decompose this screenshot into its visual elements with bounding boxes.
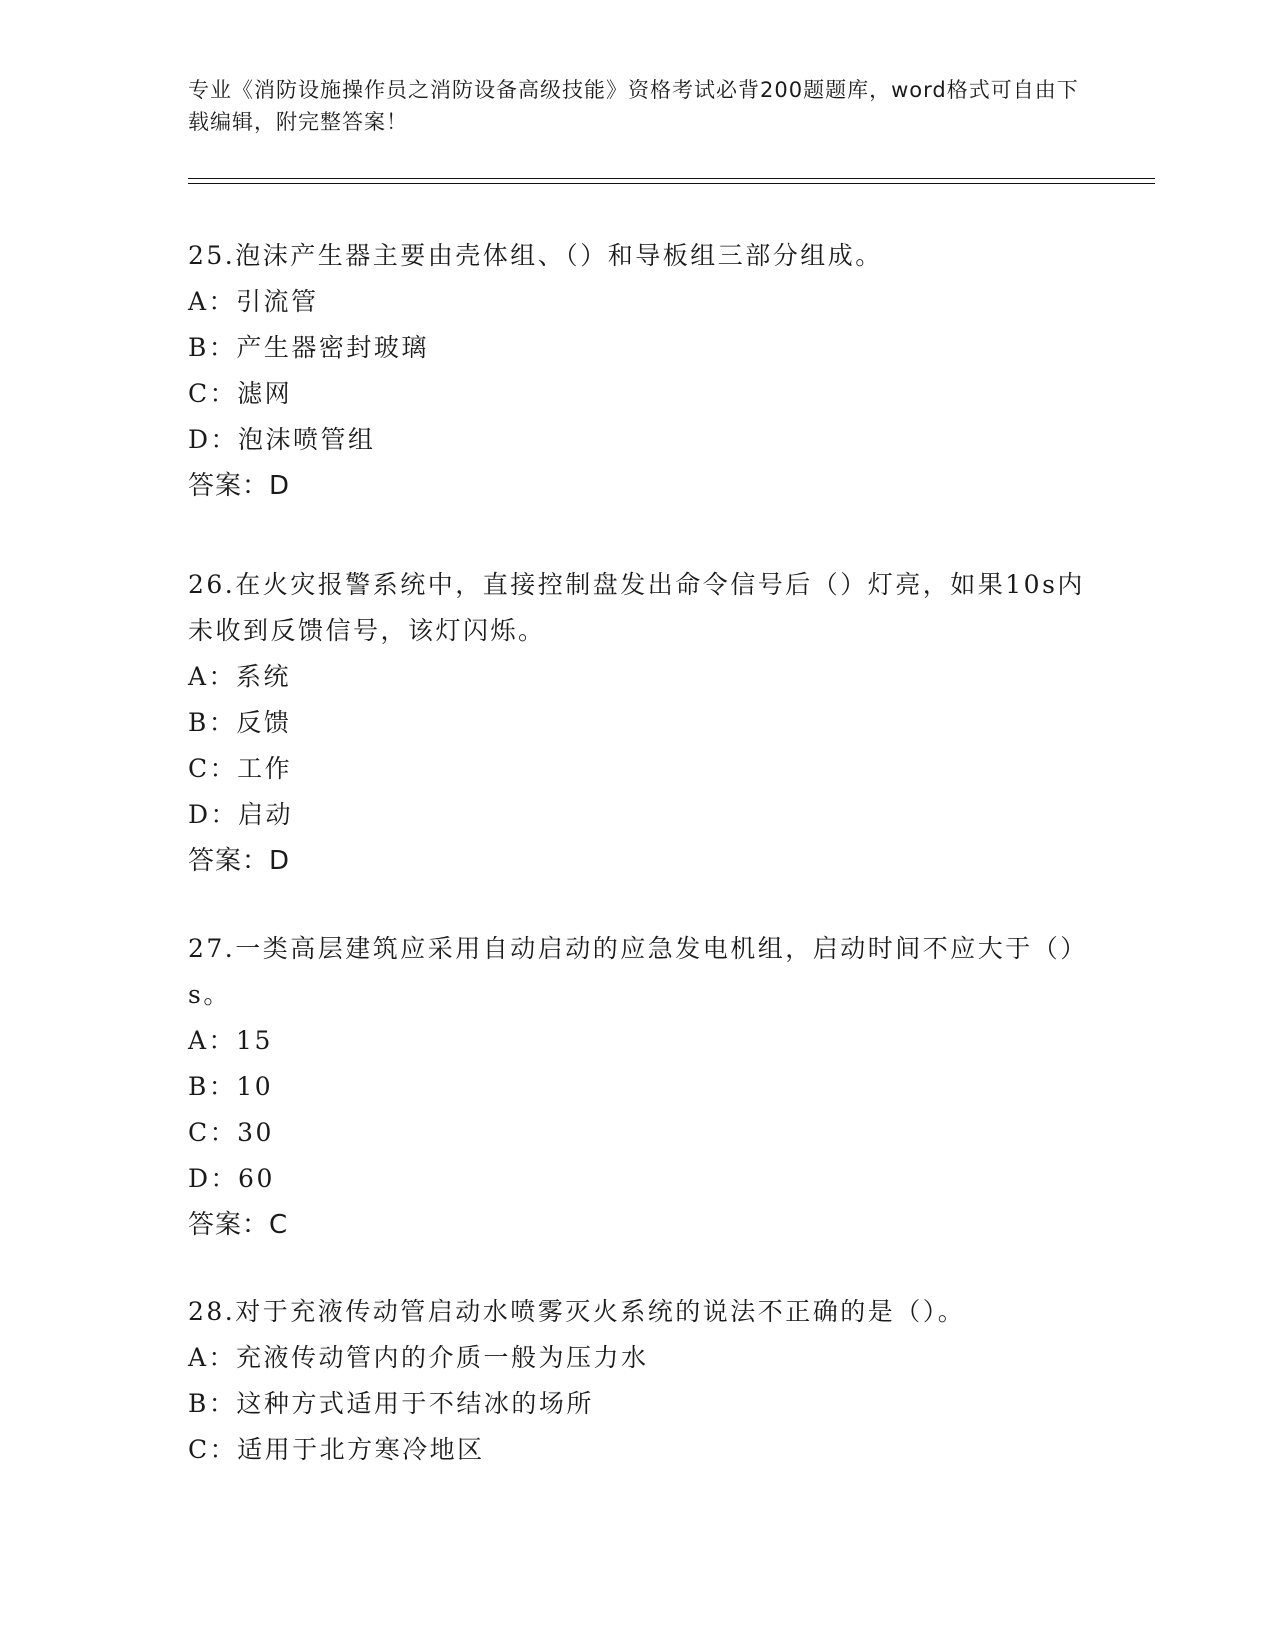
question-25 [188, 233, 1088, 509]
option-b: B：10 [188, 1072, 274, 1101]
option-c: C：30 [188, 1118, 274, 1147]
question-27 [188, 926, 1088, 1248]
option-a: A：充液传动管内的介质一般为压力水 [188, 1343, 649, 1372]
question-stem: 27.一类高层建筑应采用自动启动的应急发电机组，启动时间不应大于（）s。 [188, 934, 1088, 1009]
option-a: A：系统 [188, 662, 292, 691]
option-d: D：泡沫喷管组 [188, 425, 376, 454]
question-stem: 26.在火灾报警系统中，直接控制盘发出命令信号后（）灯亮，如果10s内未收到反馈信号，该灯闪烁。 [188, 570, 1085, 645]
option-c: C：工作 [188, 754, 293, 783]
option-d: D：启动 [188, 800, 294, 829]
option-b: B：反馈 [188, 708, 292, 737]
option-b: B：产生器密封玻璃 [188, 333, 429, 362]
document-header: 专业《消防设施操作员之消防设备高级技能》资格考试必背200题题库，word格式可自由下载编辑，附完整答案！ [188, 78, 1079, 134]
header-divider-double [188, 183, 1155, 184]
question-stem: 25.泡沫产生器主要由壳体组、（）和导板组三部分组成。 [188, 241, 883, 270]
question-28 [188, 1289, 1088, 1473]
header-divider [188, 178, 1155, 179]
option-a: A：15 [188, 1026, 273, 1055]
option-d: D：60 [188, 1164, 275, 1193]
answer-line: 答案：D [188, 846, 291, 876]
question-stem: 28.对于充液传动管启动水喷雾灭火系统的说法不正确的是（）。 [188, 1297, 966, 1326]
option-c: C：适用于北方寒冷地区 [188, 1435, 485, 1464]
answer-line: 答案：C [188, 1210, 289, 1240]
option-b: B：这种方式适用于不结冰的场所 [188, 1389, 594, 1418]
option-c: C：滤网 [188, 379, 293, 408]
option-a: A：引流管 [188, 287, 319, 316]
answer-line: 答案：D [188, 471, 291, 501]
question-26 [188, 562, 1088, 884]
